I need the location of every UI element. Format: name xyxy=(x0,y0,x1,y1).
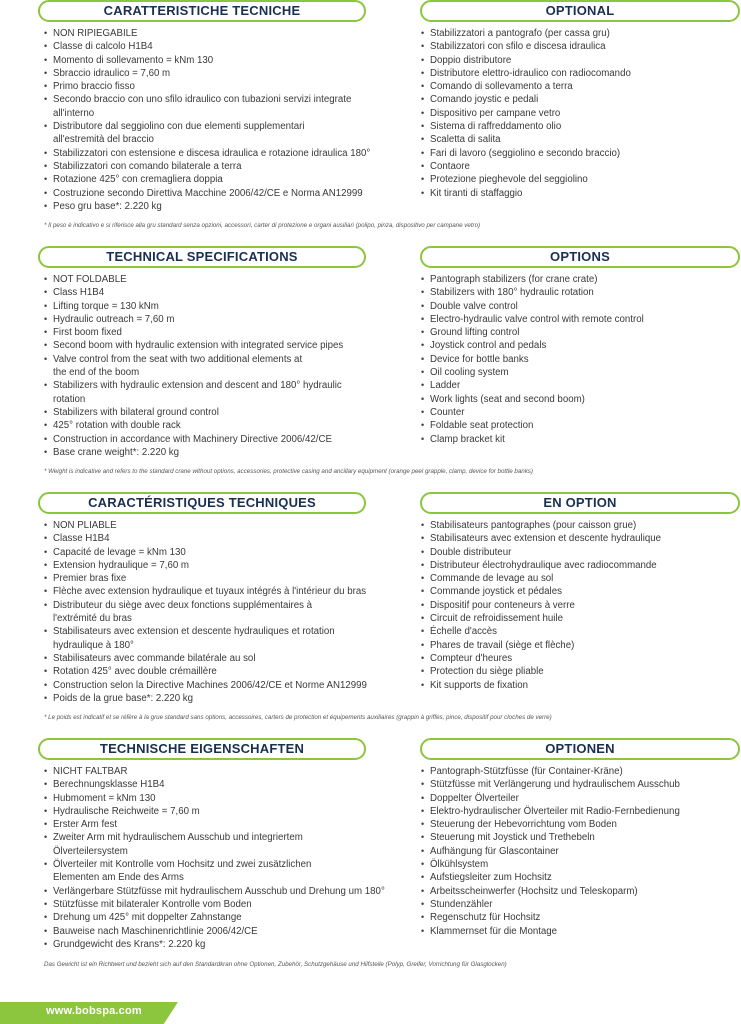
spec-heading: TECHNISCHE EIGENSCHAFTEN xyxy=(38,738,366,760)
list-item: • Scaletta di salita xyxy=(421,133,721,146)
list-item: • Primo braccio fisso xyxy=(44,80,412,93)
list-item: • Bauweise nach Maschinenrichtlinie 2006/42/CE xyxy=(44,925,412,938)
list-item: • Dispositif pour conteneurs à verre xyxy=(421,599,721,612)
list-item: • Échelle d'accès xyxy=(421,625,721,638)
list-item: • Distributeur du siège avec deux fonctions supplémentaires à l'extrémité du bras xyxy=(44,599,412,626)
spec-column xyxy=(44,738,412,951)
list-item: • Stabilisateurs avec commande bilatérale au sol xyxy=(44,652,412,665)
spec-column xyxy=(44,246,412,459)
list-item: • Verlängerbare Stützfüsse mit hydraulischem Ausschub und Drehung um 180° xyxy=(44,885,412,898)
list-item: • Pantograph stabilizers (for crane crate) xyxy=(421,273,721,286)
list-item: • Stabilizzatori con sfilo e discesa idraulica xyxy=(421,40,721,53)
list-item: • Commande de levage au sol xyxy=(421,572,721,585)
list-item: • Ground lifting control xyxy=(421,326,721,339)
list-item: • Klammernset für die Montage xyxy=(421,925,721,938)
list-item: • Berechnungsklasse H1B4 xyxy=(44,778,412,791)
list-item: • Erster Arm fest xyxy=(44,818,412,831)
list-item: • Lifting torque = 130 kNm xyxy=(44,300,412,313)
list-item: • Elektro-hydraulischer Ölverteiler mit Radio-Fernbedienung xyxy=(421,805,721,818)
list-item: • Double distributeur xyxy=(421,546,721,559)
spec-heading: CARACTÉRISTIQUES TECHNIQUES xyxy=(38,492,366,514)
list-item: • Valve control from the seat with two additional elements at the end of the boom xyxy=(44,353,412,380)
list-item: • Distributore dal seggiolino con due elementi supplementari all'estremità del braccio xyxy=(44,120,412,147)
list-item: • Stabilisateurs avec extension et descente hydraulique xyxy=(421,532,721,545)
list-item: • Capacité de levage = kNm 130 xyxy=(44,546,412,559)
list-item: • Commande joystick et pédales xyxy=(421,585,721,598)
list-item: • Doppelter Ölverteiler xyxy=(421,792,721,805)
website-link[interactable]: www.bobspa.com xyxy=(46,1005,142,1017)
list-item: • Contaore xyxy=(421,160,721,173)
list-item: • Drehung um 425° mit doppelter Zahnstange xyxy=(44,911,412,924)
list-item: • Phares de travail (siège et flèche) xyxy=(421,639,721,652)
list-item: • NICHT FALTBAR xyxy=(44,765,412,778)
list-item: • Dispositivo per campane vetro xyxy=(421,107,721,120)
options-list xyxy=(421,765,721,938)
list-item: • Stabilizers with hydraulic extension and descent and 180° hydraulic rotation xyxy=(44,379,412,406)
list-item: • Electro-hydraulic valve control with remote control xyxy=(421,313,721,326)
list-item: • Hydraulic outreach = 7,60 m xyxy=(44,313,412,326)
list-item: • Fari di lavoro (seggiolino e secondo braccio) xyxy=(421,147,721,160)
weight-footnote: * Weight is indicative and refers to the standard crane without options, accessories, protective casing and ancillary equipment (orange peel grapple, clamp, device for bottle banks) xyxy=(44,468,533,475)
list-item: • Compteur d'heures xyxy=(421,652,721,665)
options-heading: OPTIONAL xyxy=(420,0,740,22)
list-item: • Protection du siège pliable xyxy=(421,665,721,678)
list-item: • Comando di sollevamento a terra xyxy=(421,80,721,93)
options-heading: OPTIONEN xyxy=(420,738,740,760)
options-list xyxy=(421,27,721,200)
list-item: • Class H1B4 xyxy=(44,286,412,299)
list-item: • Second boom with hydraulic extension with integrated service pipes xyxy=(44,339,412,352)
list-item: • NON RIPIEGABILE xyxy=(44,27,412,40)
list-item: • Extension hydraulique = 7,60 m xyxy=(44,559,412,572)
list-item: • Doppio distributore xyxy=(421,54,721,67)
spec-column xyxy=(44,492,412,705)
list-item: • Hydraulische Reichweite = 7,60 m xyxy=(44,805,412,818)
list-item: • Classe H1B4 xyxy=(44,532,412,545)
list-item: • Rotazione 425° con cremagliera doppia xyxy=(44,173,412,186)
list-item: • Stabilizzatori a pantografo (per cassa gru) xyxy=(421,27,721,40)
list-item: • 425° rotation with double rack xyxy=(44,419,412,432)
list-item: • Work lights (seat and second boom) xyxy=(421,393,721,406)
list-item: • Stützfüsse mit bilateraler Kontrolle vom Boden xyxy=(44,898,412,911)
options-list xyxy=(421,519,721,692)
list-item: • Arbeitsscheinwerfer (Hochsitz und Teleskoparm) xyxy=(421,885,721,898)
list-item: • Pantograph-Stützfüsse (für Container-Kräne) xyxy=(421,765,721,778)
list-item: • Construction selon la Directive Machines 2006/42/CE et Norme AN12999 xyxy=(44,679,412,692)
list-item: • Aufstiegsleiter zum Hochsitz xyxy=(421,871,721,884)
options-list xyxy=(421,273,721,446)
list-item: • Kit supports de fixation xyxy=(421,679,721,692)
list-item: • Stabilisateurs pantographes (pour caisson grue) xyxy=(421,519,721,532)
list-item: • Sbraccio idraulico = 7,60 m xyxy=(44,67,412,80)
list-item: • Distributore elettro-idraulico con radiocomando xyxy=(421,67,721,80)
spec-list xyxy=(44,765,412,951)
list-item: • Zweiter Arm mit hydraulischem Ausschub und integriertem Ölverteilersystem xyxy=(44,831,412,858)
list-item: • Ölkühlsystem xyxy=(421,858,721,871)
list-item: • Base crane weight*: 2.220 kg xyxy=(44,446,412,459)
list-item: • Peso gru base*: 2.220 kg xyxy=(44,200,412,213)
options-column xyxy=(421,738,721,938)
list-item: • Hubmoment = kNm 130 xyxy=(44,792,412,805)
list-item: • Sistema di raffreddamento olio xyxy=(421,120,721,133)
list-item: • Stundenzähler xyxy=(421,898,721,911)
list-item: • Distributeur électrohydraulique avec radiocommande xyxy=(421,559,721,572)
weight-footnote: * Il peso è indicativo e si riferisce alla gru standard senza opzioni, accessori, carter di protezione e organi ausiliari (polipo, pinza, dispositivo per campane vetro) xyxy=(44,222,481,229)
list-item: • Stützfüsse mit Verlängerung und hydraulischem Ausschub xyxy=(421,778,721,791)
options-heading: EN OPTION xyxy=(420,492,740,514)
list-item: • Poids de la grue base*: 2.220 kg xyxy=(44,692,412,705)
list-item: • Stabilizers with bilateral ground control xyxy=(44,406,412,419)
list-item: • Double valve control xyxy=(421,300,721,313)
list-item: • Foldable seat protection xyxy=(421,419,721,432)
spec-list xyxy=(44,27,412,213)
spec-heading: CARATTERISTICHE TECNICHE xyxy=(38,0,366,22)
list-item: • Counter xyxy=(421,406,721,419)
list-item: • Stabilizers with 180° hydraulic rotation xyxy=(421,286,721,299)
list-item: • First boom fixed xyxy=(44,326,412,339)
list-item: • Momento di sollevamento = kNm 130 xyxy=(44,54,412,67)
list-item: • Ölverteiler mit Kontrolle vom Hochsitz und zwei zusätzlichen Elementen am Ende des Arms xyxy=(44,858,412,885)
options-column xyxy=(421,246,721,446)
list-item: • Protezione pieghevole del seggiolino xyxy=(421,173,721,186)
spec-heading: TECHNICAL SPECIFICATIONS xyxy=(38,246,366,268)
options-column xyxy=(421,0,721,200)
spec-list xyxy=(44,273,412,459)
list-item: • Secondo braccio con uno sfilo idraulico con tubazioni servizi integrate all'interno xyxy=(44,93,412,120)
list-item: • Costruzione secondo Direttiva Macchine 2006/42/CE e Norma AN12999 xyxy=(44,187,412,200)
list-item: • Oil cooling system xyxy=(421,366,721,379)
list-item: • Rotation 425° avec double crémaillère xyxy=(44,665,412,678)
list-item: • Stabilizzatori con comando bilaterale a terra xyxy=(44,160,412,173)
options-column xyxy=(421,492,721,692)
list-item: • Ladder xyxy=(421,379,721,392)
list-item: • Regenschutz für Hochsitz xyxy=(421,911,721,924)
list-item: • Kit tiranti di staffaggio xyxy=(421,187,721,200)
list-item: • Clamp bracket kit xyxy=(421,433,721,446)
list-item: • Construction in accordance with Machinery Directive 2006/42/CE xyxy=(44,433,412,446)
weight-footnote: * Le poids est indicatif et se réfère à la grue standard sans options, accessoires, carters de protection et équipements auxiliaires (grappin à griffes, pince, dispositif pour cloches de verre) xyxy=(44,714,552,721)
list-item: • Steuerung mit Joystick und Trethebeln xyxy=(421,831,721,844)
options-heading: OPTIONS xyxy=(420,246,740,268)
list-item: • Grundgewicht des Krans*: 2.220 kg xyxy=(44,938,412,951)
spec-list xyxy=(44,519,412,705)
list-item: • Comando joystic e pedali xyxy=(421,93,721,106)
spec-column xyxy=(44,0,412,213)
list-item: • Premier bras fixe xyxy=(44,572,412,585)
list-item: • Stabilizzatori con estensione e discesa idraulica e rotazione idraulica 180° xyxy=(44,147,412,160)
list-item: • NOT FOLDABLE xyxy=(44,273,412,286)
list-item: • Aufhängung für Glascontainer xyxy=(421,845,721,858)
list-item: • Circuit de refroidissement huile xyxy=(421,612,721,625)
list-item: • Flèche avec extension hydraulique et tuyaux intégrés à l'intérieur du bras xyxy=(44,585,412,598)
list-item: • Joystick control and pedals xyxy=(421,339,721,352)
weight-footnote: Das Gewicht ist ein Richtwert und bezieht sich auf den Standardkran ohne Optionen, Zubehör, Schutzgehäuse und Hilfsteile (Polyp, Greifer, Vorrichtung für Glasglocken) xyxy=(44,961,507,968)
list-item: • Steuerung der Hebevorrichtung vom Boden xyxy=(421,818,721,831)
list-item: • Stabilisateurs avec extension et descente hydrauliques et rotation hydraulique à 180° xyxy=(44,625,412,652)
list-item: • Device for bottle banks xyxy=(421,353,721,366)
list-item: • NON PLIABLE xyxy=(44,519,412,532)
list-item: • Classe di calcolo H1B4 xyxy=(44,40,412,53)
